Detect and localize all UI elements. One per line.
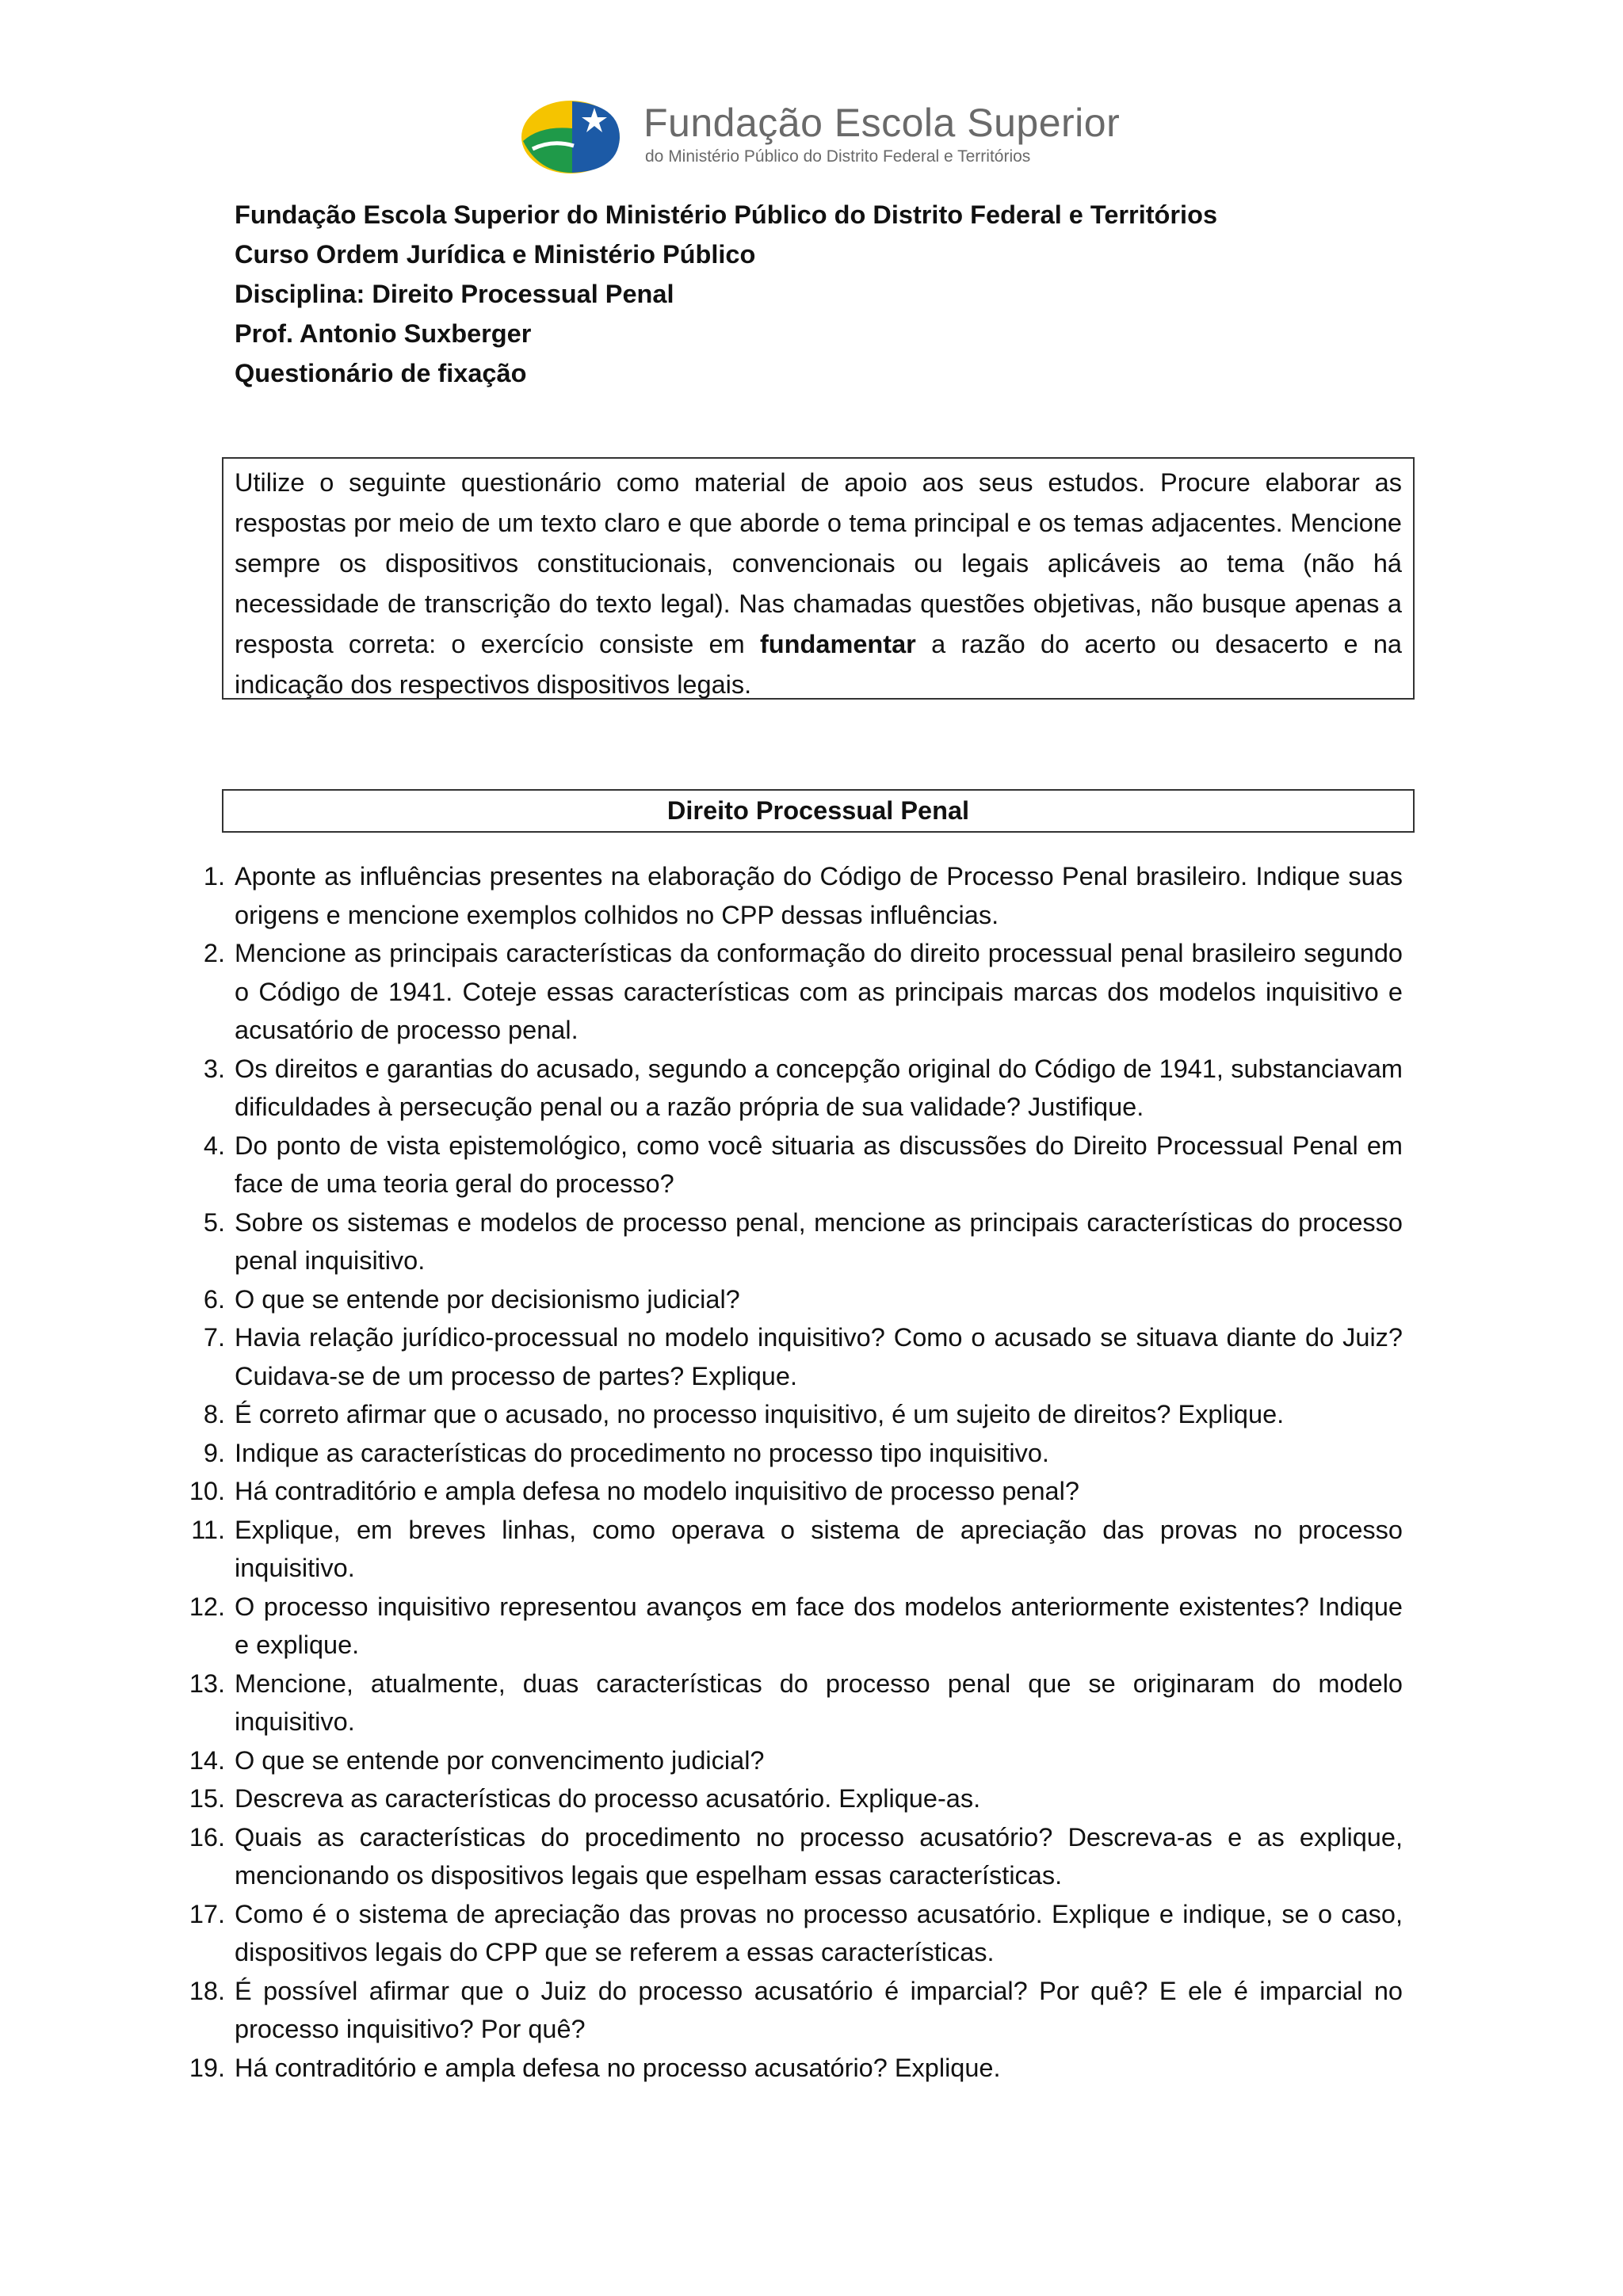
question-number: 15. bbox=[189, 1784, 225, 1813]
question-item bbox=[203, 1203, 1403, 1280]
question-item bbox=[189, 1818, 1403, 1895]
question-item bbox=[189, 1895, 1403, 1972]
question-number: 9. bbox=[203, 1438, 225, 1467]
question-number: 18. bbox=[189, 1976, 225, 2005]
question-number: 6. bbox=[203, 1284, 225, 1314]
question-text: Há contraditório e ampla defesa no modelo inquisitivo de processo penal? bbox=[235, 1477, 1079, 1505]
question-item bbox=[189, 1972, 1403, 2049]
question-item bbox=[203, 1318, 1403, 1395]
instructions-emphasis: fundamentar bbox=[759, 630, 916, 658]
question-number: 2. bbox=[203, 939, 225, 967]
logo-subtitle: do Ministério Público do Distrito Federal e Territórios bbox=[645, 147, 1031, 166]
question-number: 7. bbox=[203, 1323, 225, 1352]
question-text: Como é o sistema de apreciação das provas no processo acusatório. Explique e indique, se o caso, dispositivos legais do CPP que se referem a essas características. bbox=[235, 1899, 1403, 1966]
question-number: 10. bbox=[189, 1477, 225, 1505]
institution-name: Fundação Escola Superior do Ministério Público do Distrito Federal e Territórios bbox=[235, 200, 1218, 229]
instructions-text-end: a razão do acerto ou desacerto e na indicação dos respectivos dispositivos legais. bbox=[235, 630, 1402, 699]
question-text: Descreva as características do processo acusatório. Explique-as. bbox=[235, 1784, 981, 1813]
discipline-name: Disciplina: Direito Processual Penal bbox=[235, 280, 674, 308]
instructions-text: Utilize o seguinte questionário como material de apoio aos seus estudos. Procure elaborar as respostas por meio de um texto claro e que aborde o tema principal e os temas adjacentes. Mencione sempre os dispositivos constitucionais, convencionais ou legais aplicáveis ao tema (não há necessidade de transcrição do texto legal). Nas chamadas questões objetivas, não busque apenas a resposta correta: o exercício consiste em bbox=[235, 468, 1402, 658]
logo-emblem-icon bbox=[517, 93, 628, 181]
question-number: 12. bbox=[189, 1592, 225, 1621]
question-item bbox=[203, 934, 1403, 1050]
question-number: 16. bbox=[189, 1822, 225, 1852]
question-item bbox=[189, 1588, 1403, 1665]
question-number: 1. bbox=[203, 862, 225, 891]
question-item bbox=[189, 1779, 1403, 1818]
question-item bbox=[203, 1127, 1403, 1203]
question-number: 4. bbox=[203, 1131, 225, 1160]
question-text: Sobre os sistemas e modelos de processo penal, mencione as principais características do processo penal inquisitivo. bbox=[235, 1207, 1403, 1275]
question-item bbox=[189, 1665, 1403, 1741]
question-number: 17. bbox=[189, 1899, 225, 1928]
question-number: 19. bbox=[189, 2053, 225, 2082]
question-item bbox=[189, 1741, 1403, 1780]
question-text: É possível afirmar que o Juiz do processo acusatório é imparcial? Por quê? E ele é imparcial no processo inquisitivo? Por quê? bbox=[235, 1976, 1403, 2043]
question-text: O que se entende por convencimento judicial? bbox=[235, 1745, 765, 1775]
question-number: 3. bbox=[203, 1054, 225, 1083]
question-text: O processo inquisitivo representou avanços em face dos modelos anteriormente existentes? Indique e explique. bbox=[235, 1592, 1403, 1659]
question-number: 14. bbox=[189, 1745, 225, 1775]
section-title: Direito Processual Penal bbox=[222, 789, 1415, 833]
question-item bbox=[203, 857, 1403, 934]
question-list bbox=[189, 857, 1403, 2087]
question-item bbox=[203, 1050, 1403, 1127]
question-text: O que se entende por decisionismo judicial? bbox=[235, 1284, 740, 1314]
question-text: Explique, em breves linhas, como operava o sistema de apreciação das provas no processo inquisitivo. bbox=[235, 1515, 1403, 1582]
document-header bbox=[235, 195, 1423, 393]
question-text: É correto afirmar que o acusado, no processo inquisitivo, é um sujeito de direitos? Explique. bbox=[235, 1400, 1285, 1428]
institution-logo bbox=[517, 93, 1119, 181]
question-item bbox=[203, 1434, 1403, 1473]
document-type: Questionário de fixação bbox=[235, 359, 527, 387]
question-item bbox=[203, 1280, 1403, 1319]
question-item bbox=[189, 2049, 1403, 2088]
question-text: Aponte as influências presentes na elaboração do Código de Processo Penal brasileiro. Indique suas origens e mencione exemplos colhidos no CPP dessas influências. bbox=[235, 862, 1403, 929]
question-item bbox=[191, 1511, 1403, 1588]
question-text: Indique as características do procedimento no processo tipo inquisitivo. bbox=[235, 1438, 1049, 1467]
logo-title: Fundação Escola Superior bbox=[643, 101, 1121, 145]
question-number: 5. bbox=[203, 1207, 225, 1237]
question-text: Havia relação jurídico-processual no modelo inquisitivo? Como o acusado se situava diante do Juiz? Cuidava-se de um processo de partes? Explique. bbox=[235, 1323, 1403, 1390]
question-text: Mencione, atualmente, duas características do processo penal que se originaram do modelo inquisitivo. bbox=[235, 1669, 1403, 1736]
question-item bbox=[203, 1395, 1403, 1434]
question-number: 8. bbox=[203, 1400, 225, 1428]
question-number: 11. bbox=[191, 1515, 225, 1544]
question-number: 13. bbox=[189, 1669, 225, 1698]
question-text: Há contraditório e ampla defesa no processo acusatório? Explique. bbox=[235, 2053, 1001, 2082]
question-text: Quais as características do procedimento no processo acusatório? Descreva-as e as explique, mencionando os dispositivos legais que espelham essas características. bbox=[235, 1822, 1403, 1890]
question-text: Os direitos e garantias do acusado, segundo a concepção original do Código de 1941, substanciavam dificuldades à persecução penal ou a razão própria de sua validade? Justifique. bbox=[235, 1054, 1403, 1121]
professor-name: Prof. Antonio Suxberger bbox=[235, 319, 532, 348]
question-text: Do ponto de vista epistemológico, como você situaria as discussões do Direito Processual Penal em face de uma teoria geral do processo? bbox=[235, 1131, 1403, 1198]
course-name: Curso Ordem Jurídica e Ministério Público bbox=[235, 240, 756, 269]
question-text: Mencione as principais características da conformação do direito processual penal brasileiro segundo o Código de 1941. Coteje essas características com as principais marcas dos modelos inquisitivo e acusatório de processo penal. bbox=[235, 939, 1403, 1044]
question-item bbox=[189, 1472, 1403, 1511]
instructions-box bbox=[222, 457, 1415, 700]
